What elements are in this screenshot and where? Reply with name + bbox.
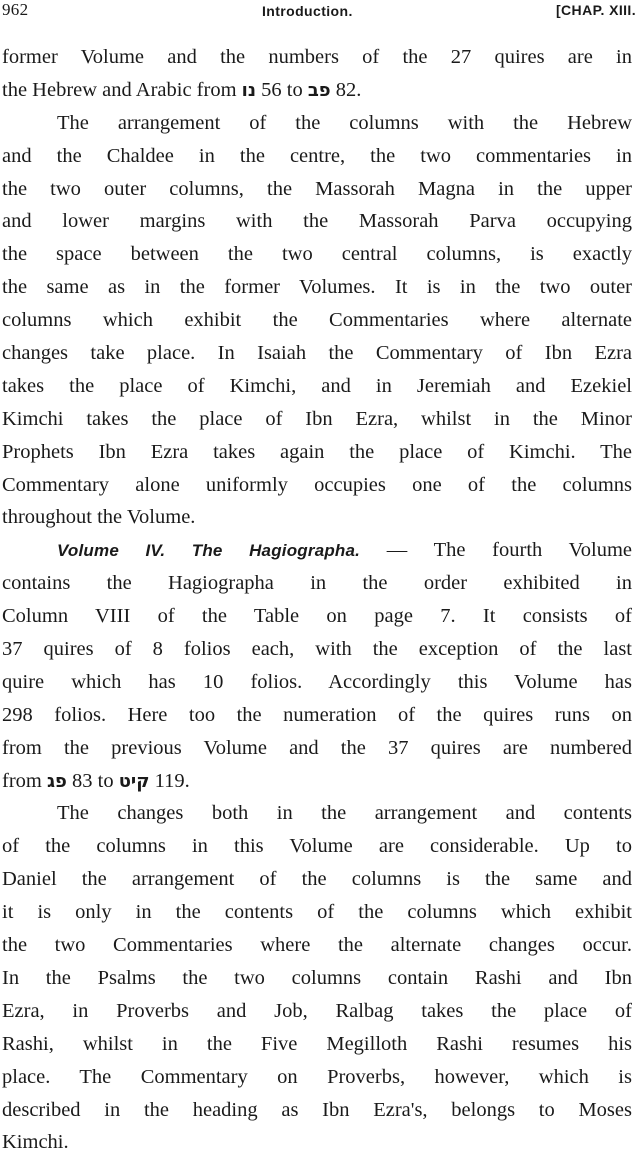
hebrew-quire-number: נו <box>241 79 256 101</box>
text-line: 37 quires of 8 folios each, with the exception of the last <box>2 638 632 661</box>
hebrew-quire-number: פב <box>307 79 331 101</box>
text-line: Kimchi. <box>2 1131 69 1154</box>
text-line: takes the place of Kimchi, and in Jeremiah and Ezekiel <box>2 374 632 397</box>
chapter-label: [CHAP. XIII. <box>555 2 636 18</box>
text-line: contains the Hagiographa in the order exhibited in <box>2 572 632 595</box>
text-line: of the columns in this Volume are considerable. Up to <box>2 835 632 858</box>
text-line: the same as in the former Volumes. It is in the two outer <box>2 276 632 299</box>
text-line: from פג 83 to קיט 119. <box>2 769 190 792</box>
text-line: 298 folios. Here too the numeration of the quires runs on <box>2 703 632 726</box>
text-line: Commentary alone uniformly occupies one of the columns <box>2 473 632 496</box>
text-line: Daniel the arrangement of the columns is the same and <box>2 868 632 891</box>
text-line: the space between the two central columns, is exactly <box>2 243 632 266</box>
hebrew-quire-number: פג <box>46 770 67 792</box>
text-line: Rashi, whilst in the Five Megilloth Rashi resumes his <box>2 1032 632 1055</box>
body-text <box>2 41 632 1159</box>
text-line: place. The Commentary on Proverbs, however, which is <box>2 1065 632 1088</box>
text-line: described in the heading as Ibn Ezra's, belongs to Moses <box>2 1098 632 1121</box>
text-line: Column VIII of the Table on page 7. It consists of <box>2 605 632 628</box>
text-line: the two Commentaries where the alternate changes occur. <box>2 934 632 957</box>
text-line: and lower margins with the Massorah Parva occupying <box>2 210 632 233</box>
text-line: In the Psalms the two columns contain Rashi and Ibn <box>2 966 632 989</box>
section-heading: Volume IV. The Hagiographa. <box>57 541 361 561</box>
hebrew-quire-number: קיט <box>118 770 150 792</box>
text-line: throughout the Volume. <box>2 506 196 529</box>
text-line: the two outer columns, the Massorah Magna in the upper <box>2 177 632 200</box>
text-line: quire which has 10 folios. Accordingly this Volume has <box>2 670 632 693</box>
page-number: 962 <box>2 0 29 19</box>
running-head <box>0 0 638 24</box>
text-line: former Volume and the numbers of the 27 quires are in <box>2 46 632 68</box>
text-line: The changes both in the arrangement and contents <box>57 802 632 825</box>
text-line: the Hebrew and Arabic from נו 56 to פב 82. <box>2 78 362 101</box>
text-line: changes take place. In Isaiah the Commentary of Ibn Ezra <box>2 342 632 365</box>
text-line: Kimchi takes the place of Ibn Ezra, whilst in the Minor <box>2 407 632 430</box>
text-line: Ezra, in Proverbs and Job, Ralbag takes the place of <box>2 999 632 1022</box>
text-line: it is only in the contents of the columns which exhibit <box>2 901 632 924</box>
running-title: Introduction. <box>262 3 353 19</box>
text-line: Volume IV. The Hagiographa. — The fourth Volume <box>57 539 632 562</box>
text-line: columns which exhibit the Commentaries where alternate <box>2 309 632 332</box>
text-line: Prophets Ibn Ezra takes again the place of Kimchi. The <box>2 440 632 463</box>
text-line: and the Chaldee in the centre, the two commentaries in <box>2 144 632 167</box>
text-line: The arrangement of the columns with the Hebrew <box>57 111 632 134</box>
text-line: from the previous Volume and the 37 quires are numbered <box>2 736 632 759</box>
